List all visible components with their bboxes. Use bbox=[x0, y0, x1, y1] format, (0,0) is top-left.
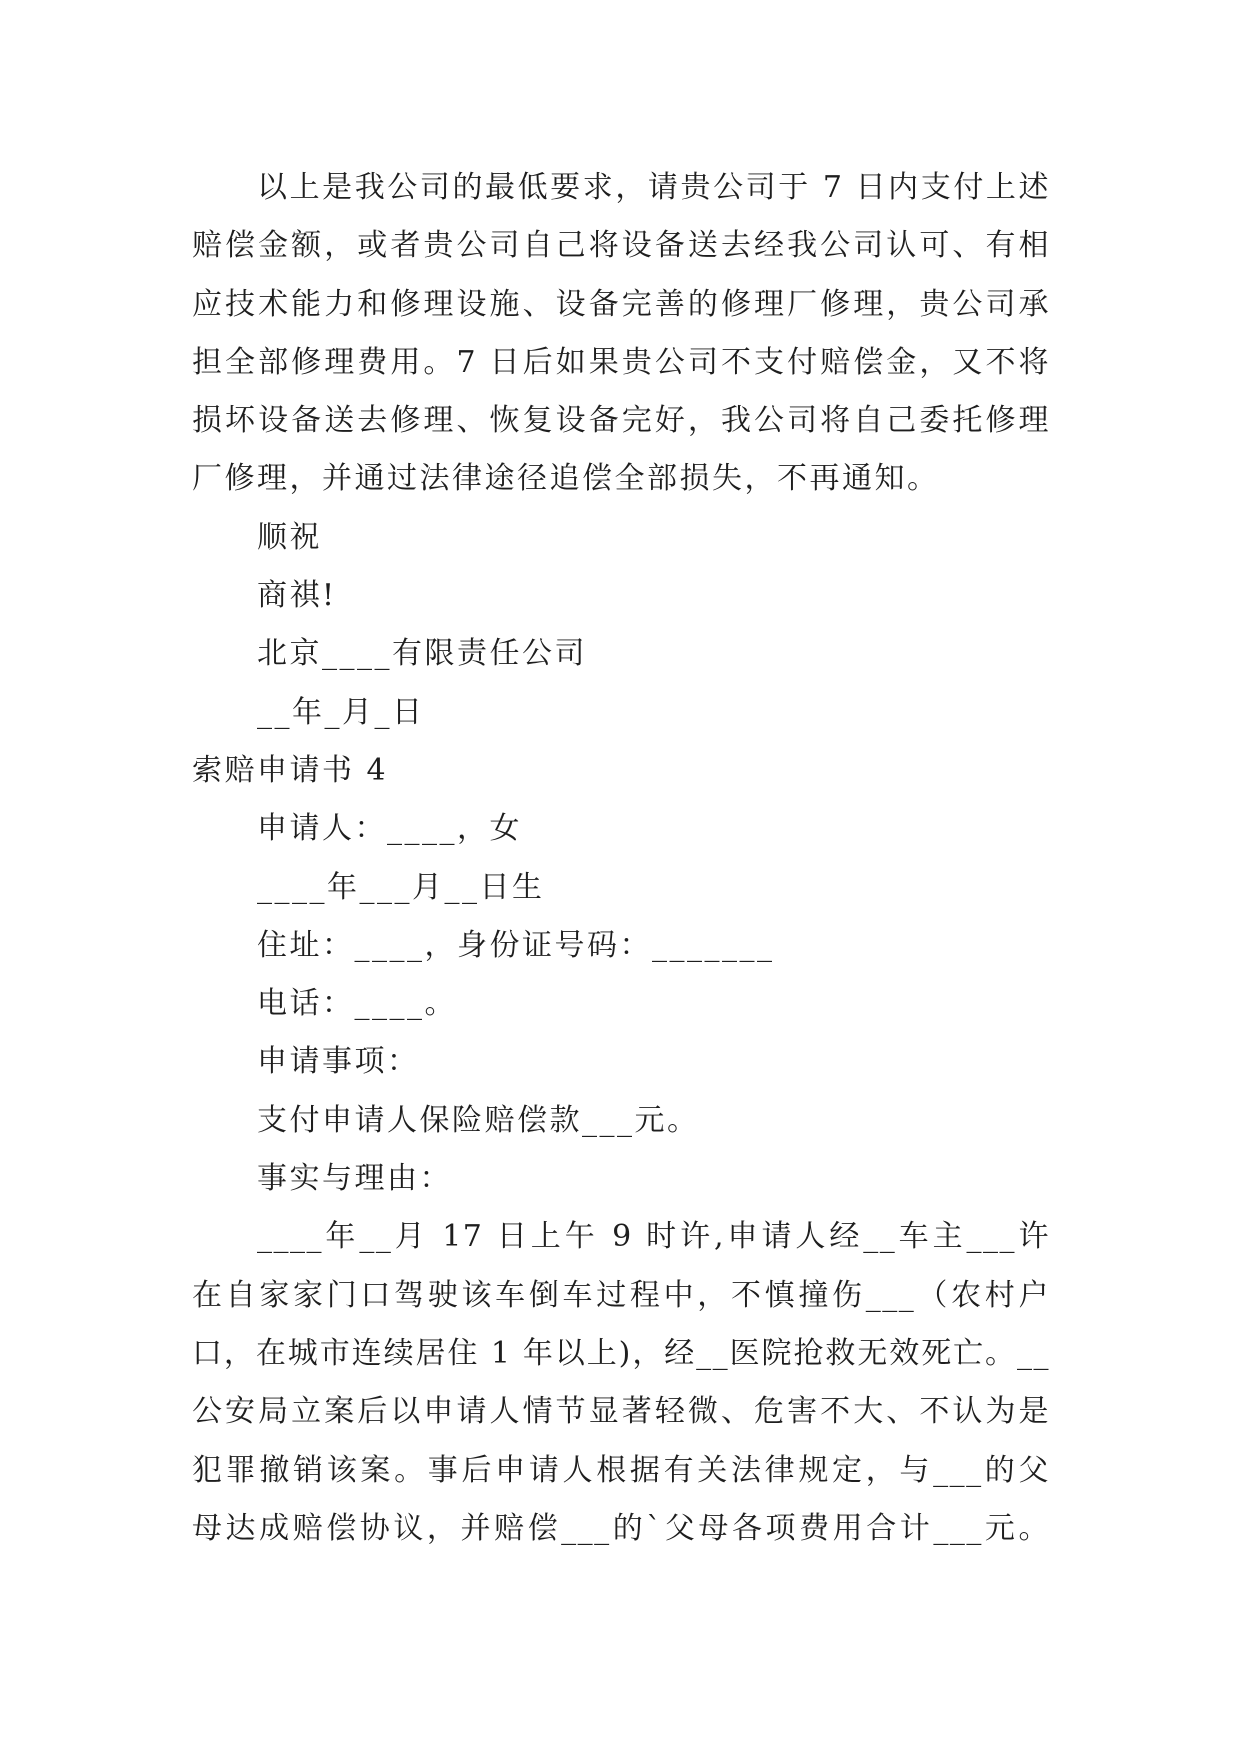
paragraph-line: 口，在城市连续居住 1 年以上)，经__医院抢救无效死亡。__ bbox=[192, 1335, 1050, 1371]
request-text: 支付申请人保险赔偿款___元。 bbox=[257, 1102, 700, 1138]
phone-line: 电话：____。 bbox=[257, 986, 457, 1022]
request-heading: 申请事项： bbox=[257, 1044, 420, 1080]
paragraph-line: 应技术能力和修理设施、设备完善的修理厂修理，贵公司承 bbox=[192, 286, 1050, 322]
birth-date-line: ____年___月__日生 bbox=[257, 869, 545, 905]
closing-salutation: 顺祝 bbox=[257, 519, 322, 555]
paragraph-line: 公安局立案后以申请人情节显著轻微、危害不大、不认为是 bbox=[192, 1394, 1050, 1430]
paragraph-line: 担全部修理费用。7 日后如果贵公司不支付赔偿金，又不将 bbox=[192, 344, 1050, 380]
letter-date: __年_月_日 bbox=[257, 694, 425, 730]
section-title: 索赔申请书 4 bbox=[192, 752, 389, 788]
facts-paragraph bbox=[192, 1208, 1050, 1558]
paragraph-line: 犯罪撤销该案。事后申请人根据有关法律规定，与___的父 bbox=[192, 1452, 1050, 1488]
paragraph-line: 母达成赔偿协议，并赔偿___的`父母各项费用合计___元。 bbox=[192, 1510, 1050, 1546]
paragraph-line: 以上是我公司的最低要求，请贵公司于 7 日内支付上述 bbox=[257, 170, 1050, 205]
document-text bbox=[192, 159, 1050, 1558]
paragraph-line: 损坏设备送去修理、恢复设备完好，我公司将自己委托修理 bbox=[192, 403, 1050, 439]
paragraph-line: 赔偿金额，或者贵公司自己将设备送去经我公司认可、有相 bbox=[192, 228, 1050, 264]
signatory-company: 北京____有限责任公司 bbox=[257, 636, 587, 672]
paragraph-line: ____年__月 17 日上午 9 时许,申请人经__车主___许 bbox=[257, 1219, 1050, 1255]
paragraph-line: 厂修理，并通过法律途径追偿全部损失，不再通知。 bbox=[192, 461, 940, 497]
letter-ending-paragraph bbox=[192, 159, 1050, 509]
facts-heading: 事实与理由： bbox=[257, 1161, 452, 1197]
paragraph-line: 在自家家门口驾驶该车倒车过程中，不慎撞伤___（农村户 bbox=[192, 1277, 1050, 1313]
applicant-line: 申请人：____，女 bbox=[257, 811, 522, 847]
address-id-line: 住址：____，身份证号码：_______ bbox=[257, 927, 775, 963]
closing-wish: 商祺! bbox=[257, 578, 337, 614]
